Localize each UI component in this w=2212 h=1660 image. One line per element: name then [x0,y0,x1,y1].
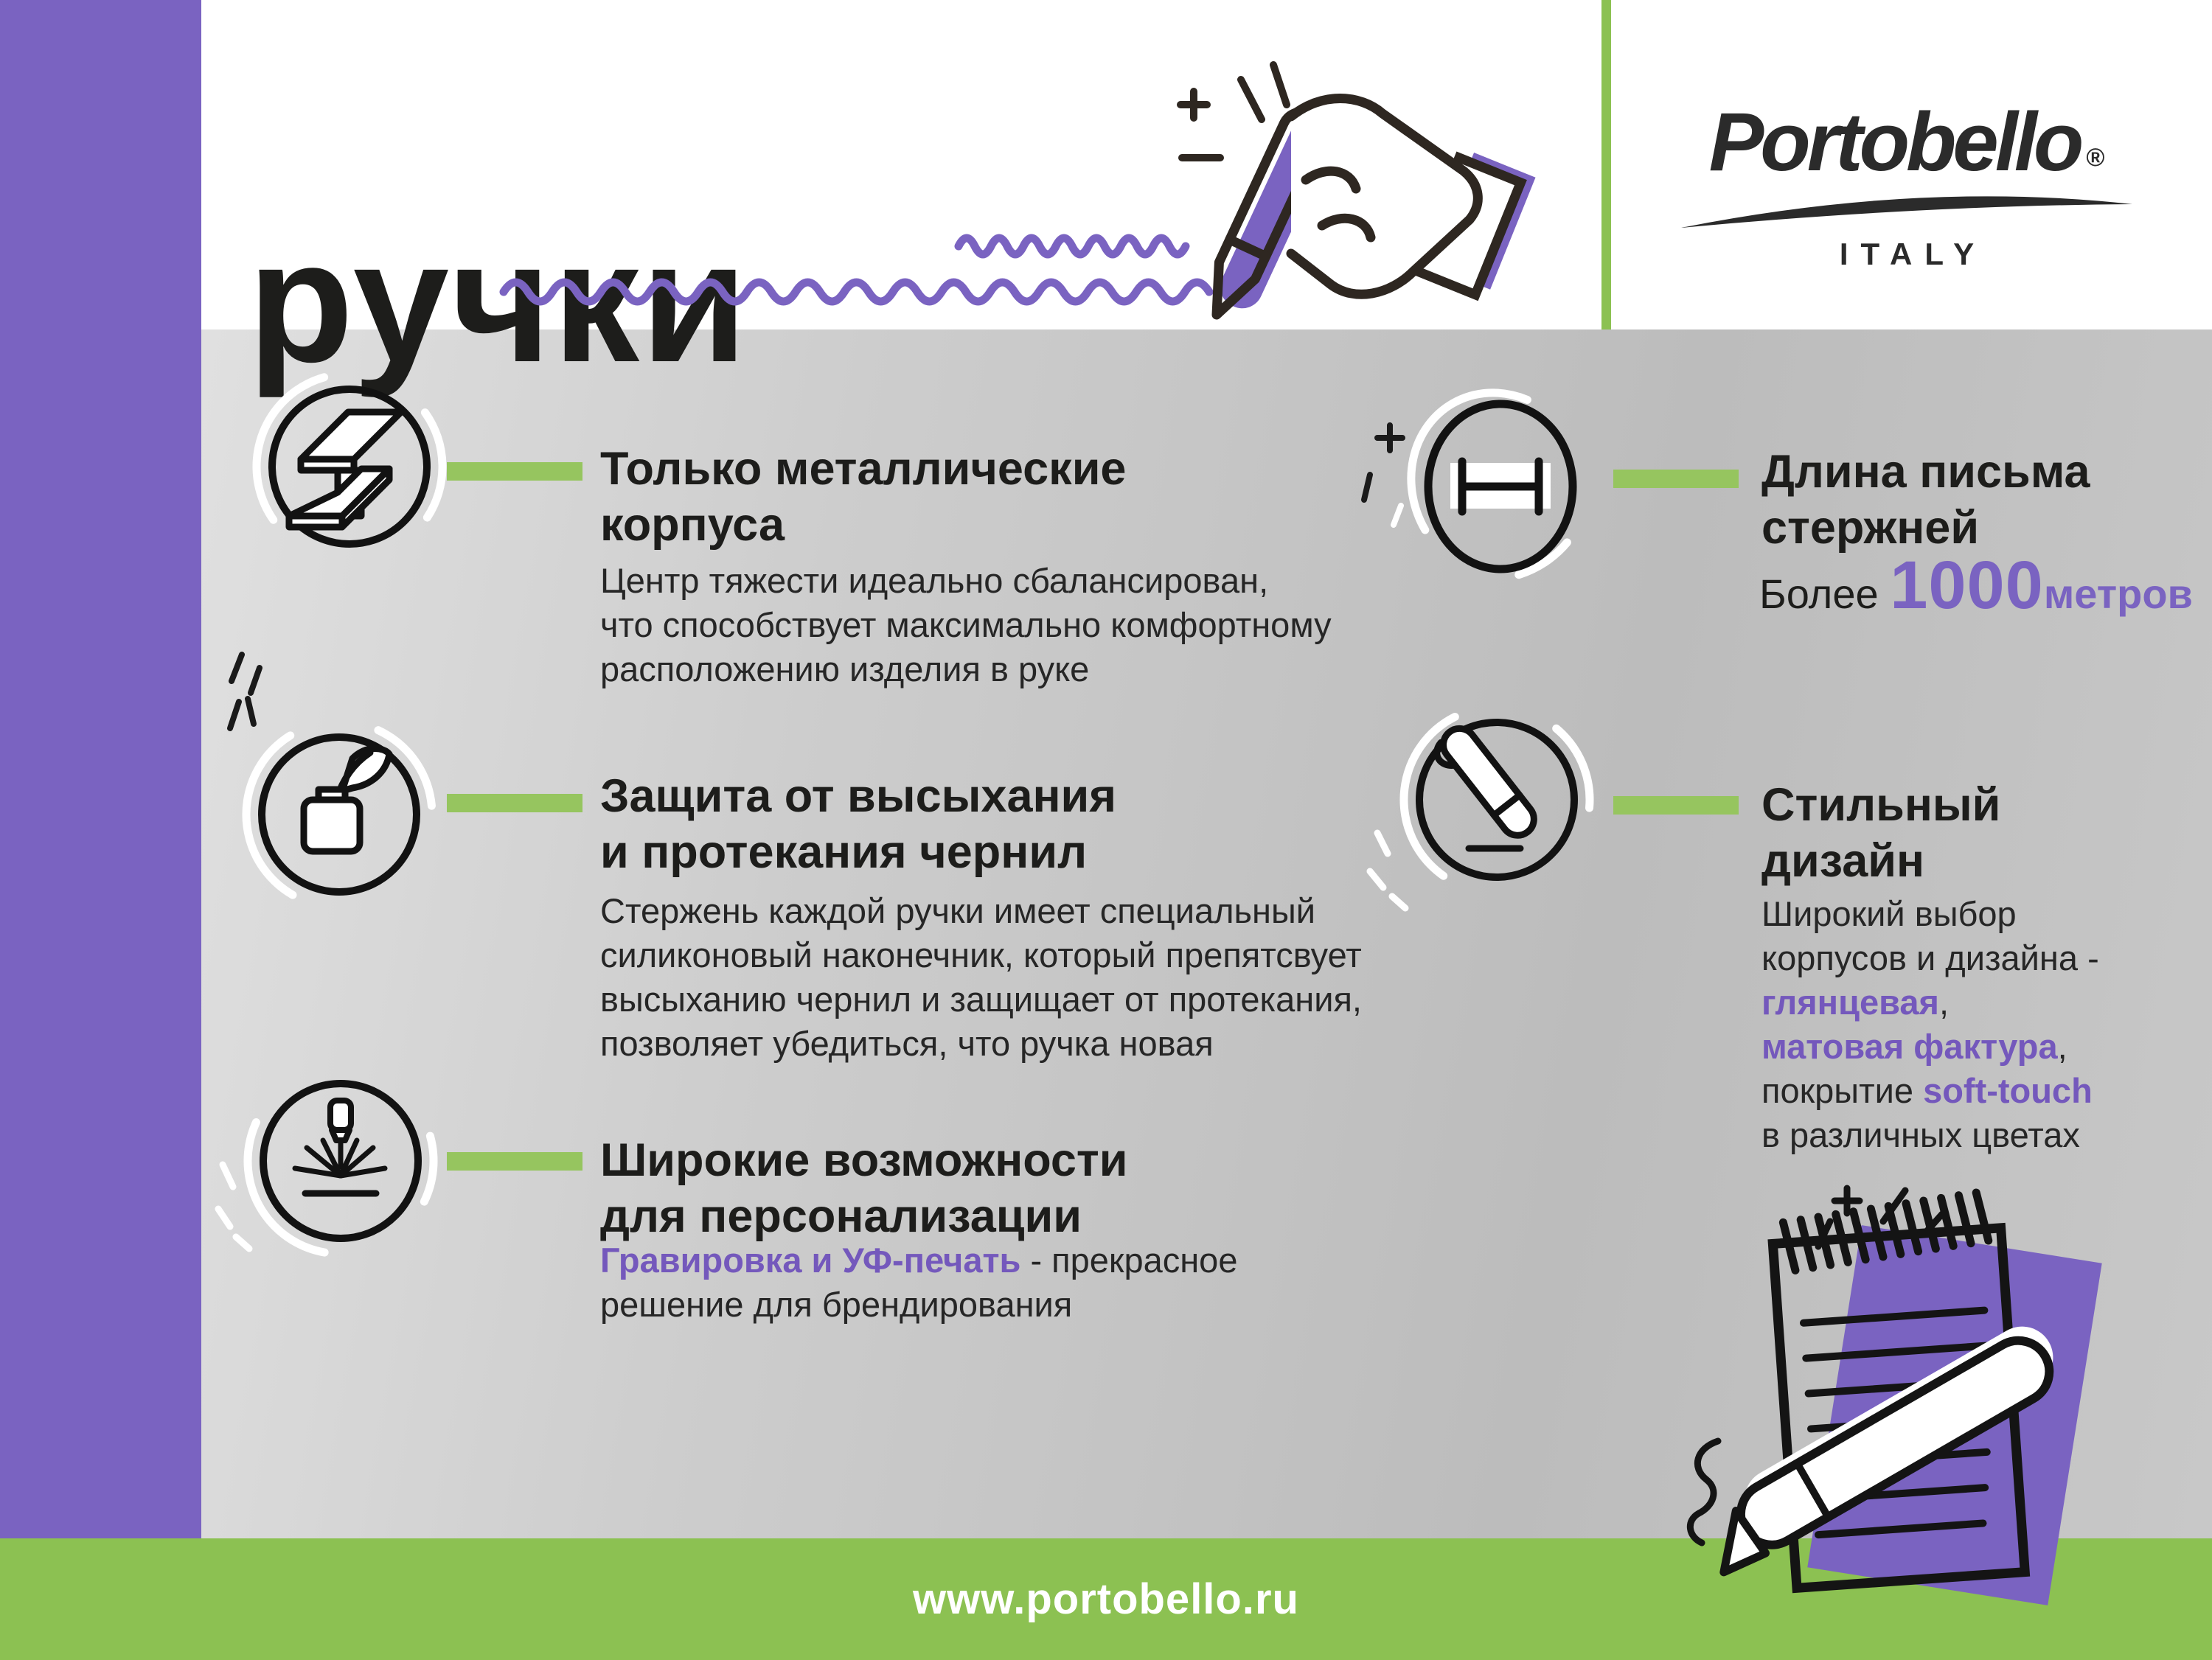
feature-dash [447,1152,582,1171]
accent-text: глянцевая [1761,983,1939,1022]
feature-body-personalization: Гравировка и УФ-печать - прекрасное решение для брендирования [600,1241,1238,1324]
notebook-pen-illustration [1674,1168,2160,1640]
feature-body-metal: Центр тяжести идеально сбалансирован, что способствует максимально комфортному расположению изделия в руке [600,561,1332,688]
feature-title-personalization: Широкие возможности для персонализации [600,1134,1128,1242]
brand-name: Portobello [1708,96,2081,188]
page-title: ручки [248,204,749,399]
accent-text: soft-touch [1923,1071,2093,1110]
hand-pen-illustration [1147,46,1537,341]
header-green-divider [1601,0,1611,329]
feature-title-metal: Только металлические корпуса [600,443,1127,551]
value-unit: метров [2043,571,2193,617]
feature-title-ink-protection: Защита от высыхания и протекания чернил [600,770,1117,878]
left-accent-bar [0,0,201,1538]
feature-body-stylish-design: Широкий выбор корпусов и дизайна - глянцевая, матовая фактура, покрытие soft-touch в различных цветах [1761,894,2099,1154]
website-url: www.portobello.ru [913,1575,1299,1623]
feature-dash [1613,796,1739,815]
feature-dash [1613,470,1739,488]
value-number: 1000 [1890,548,2044,623]
brand-logo [1675,94,2138,272]
accent-text: Гравировка и УФ-печать [600,1241,1021,1280]
ink-protection-icon [236,711,442,918]
registered-trademark-icon: ® [2086,143,2105,172]
laser-engraving-icon [237,1058,444,1264]
accent-text: матовая фактура [1761,1027,2058,1066]
value-prefix: Более [1759,571,1891,617]
refill-length-value [1759,547,2193,624]
feature-body-ink-protection: Стержень каждой ручки имеет специальный силиконовый наконечник, который препятсвует высыханию чернил и защищает от протекания, позволяет убедиться, что ручка новая [600,891,1362,1063]
feature-title-stylish-design: Стильный дизайн [1761,779,2001,887]
stylish-design-icon [1394,697,1600,903]
squiggle-underline [494,221,1261,317]
brand-country: ITALY [1839,237,1987,271]
feature-title-refill-length: Длина письма стержней [1761,446,2090,554]
logo-swoosh [1675,194,2138,237]
refill-length-icon [1397,383,1604,590]
feature-dash [447,462,582,481]
feature-dash [447,794,582,812]
metal-body-icon [246,363,453,570]
